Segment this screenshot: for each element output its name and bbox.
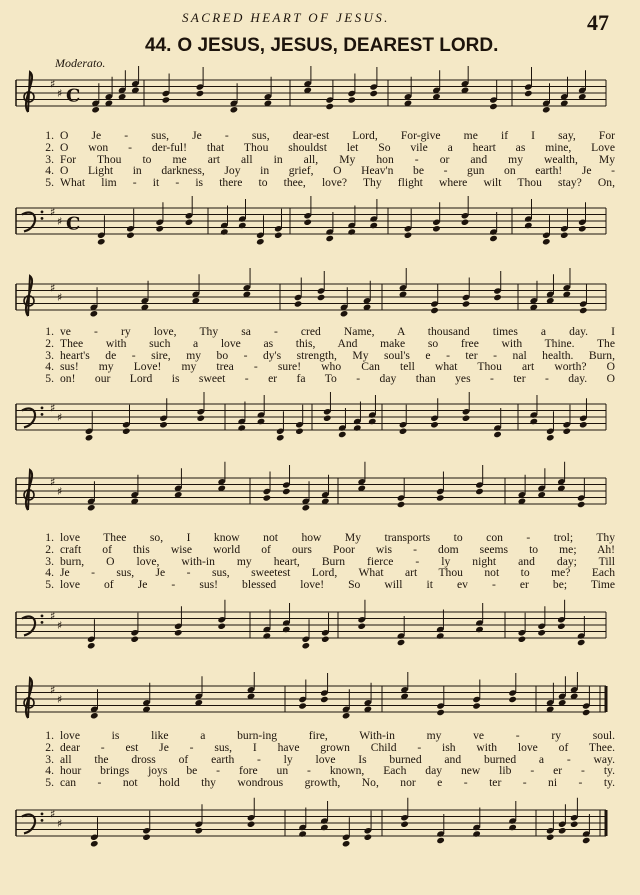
common-time-icon: C: [66, 213, 81, 235]
treble-staff-3: [0, 460, 640, 530]
verse-number: 2.: [45, 740, 54, 754]
verse-text: craft of this wise world of ours Poor wis - dom seems to me; Ah!: [60, 542, 615, 556]
note-head: [298, 830, 307, 837]
verse-text: hour brings joys be - fore un - known, Each day new lib - er - ty.: [60, 764, 615, 778]
note-head: [582, 837, 591, 844]
note-head: [217, 623, 226, 630]
hymn-title: O JESUS, JESUS, DEAREST LORD.: [177, 35, 499, 56]
verse-text: burn, O love, with-in my heart, Burn fierce - ly night and day; Till: [60, 554, 615, 568]
bass-clef-icon: [22, 409, 35, 428]
verse-text: What lim - it - is there to thee, love? Thy flight where wilt Thou stay? On,: [60, 176, 615, 190]
note-head: [347, 228, 356, 235]
sharp-icon: ♯: [50, 683, 56, 697]
bass-clef-icon: [22, 815, 35, 834]
note-head: [342, 712, 351, 719]
note-head: [237, 424, 246, 431]
music-system-1: [0, 58, 640, 248]
music-system-3: [0, 460, 640, 630]
note-head: [195, 827, 204, 834]
music-system-2: [0, 268, 640, 438]
note-head: [257, 418, 266, 425]
note-head: [400, 821, 409, 828]
bass-clef-icon: [41, 813, 44, 816]
note-head: [430, 307, 439, 314]
verse-number: 1.: [45, 531, 54, 544]
music-system-4: [0, 672, 640, 887]
sharp-icon: ♯: [50, 281, 56, 295]
page-number: 47: [587, 10, 609, 35]
verse-text: Je - sus, Je - sus, sweetest Lord, What art Thou not to me? Each: [60, 566, 615, 580]
running-title: SACRED HEART OF JESUS.: [182, 10, 390, 25]
verse-text: O Je - sus, Je - sus, dear-est Lord, For-give me if I say, For: [60, 129, 615, 142]
hymn-heading: [145, 35, 498, 57]
verse-line: [30, 338, 615, 350]
note-head: [197, 415, 206, 422]
note-head: [582, 709, 591, 716]
sharp-icon: ♯: [57, 693, 63, 706]
note-head: [537, 629, 546, 636]
verse-text: love is like a burn-ing fire, With-in my ve - ry soul.: [60, 729, 615, 742]
note-head: [557, 623, 566, 630]
note-head: [196, 90, 205, 97]
common-time-icon: C: [66, 85, 81, 107]
note-head: [320, 696, 329, 703]
verse-line: [30, 142, 615, 154]
note-head: [404, 232, 413, 239]
note-head: [321, 636, 330, 643]
note-head: [432, 225, 441, 232]
note-head: [397, 639, 406, 646]
note-head: [347, 96, 356, 103]
note-head: [430, 421, 439, 428]
sharp-icon: ♯: [57, 291, 63, 304]
note-head: [369, 222, 378, 229]
note-head: [256, 238, 265, 245]
note-head: [282, 488, 291, 495]
verse-text: ve - ry love, Thy sa - cred Name, A thousand times a day. I: [60, 325, 615, 338]
note-head: [87, 504, 96, 511]
note-head: [399, 428, 408, 435]
note-head: [274, 232, 283, 239]
note-head: [238, 222, 247, 229]
bass-clef-icon: [41, 615, 44, 618]
note-head: [353, 424, 362, 431]
note-head: [524, 222, 533, 229]
note-head: [317, 294, 326, 301]
verse-line: [30, 177, 615, 189]
verse-number: 4.: [45, 164, 54, 178]
verse-line: [30, 373, 615, 385]
note-head: [462, 300, 471, 307]
sharp-icon: ♯: [57, 485, 63, 498]
bass-clef-icon: [41, 217, 44, 220]
note-head: [90, 310, 99, 317]
bass-clef-icon: [22, 213, 35, 232]
verse-number: 3.: [45, 152, 54, 166]
note-head: [563, 428, 572, 435]
note-head: [530, 418, 539, 425]
note-head: [338, 431, 347, 438]
note-head: [263, 494, 272, 501]
hymn-number: 44.: [145, 35, 172, 56]
note-head: [295, 428, 304, 435]
note-head: [436, 632, 445, 639]
note-head: [436, 709, 445, 716]
bass-staff-3: [0, 598, 640, 658]
verse-number: 4.: [45, 360, 54, 374]
note-head: [357, 623, 366, 630]
note-head: [508, 824, 517, 831]
verse-line: [30, 544, 615, 556]
note-head: [570, 821, 579, 828]
verse-number: 1.: [45, 129, 54, 142]
note-head: [303, 219, 312, 226]
verse-line: [30, 777, 615, 789]
verse-number: 3.: [45, 554, 54, 568]
sharp-icon: ♯: [57, 215, 63, 228]
verse-number: 5.: [45, 776, 54, 790]
note-head: [397, 501, 406, 508]
note-head: [302, 504, 311, 511]
tempo-marking: Moderato.: [55, 56, 106, 70]
note-head: [461, 219, 470, 226]
note-head: [294, 300, 303, 307]
note-head: [87, 642, 96, 649]
note-head: [126, 232, 135, 239]
verse-number: 5.: [45, 372, 54, 386]
verse-line: [30, 742, 615, 754]
note-head: [578, 225, 587, 232]
note-head: [472, 702, 481, 709]
note-head: [298, 702, 307, 709]
verse-block-3: [30, 532, 615, 591]
verse-number: 4.: [45, 566, 54, 580]
sharp-icon: ♯: [50, 77, 56, 91]
note-head: [436, 837, 445, 844]
sharp-icon: ♯: [57, 87, 63, 100]
note-head: [162, 96, 171, 103]
note-head: [508, 696, 517, 703]
verse-number: 1.: [45, 325, 54, 338]
note-head: [577, 501, 586, 508]
bass-staff-2: [0, 392, 640, 442]
note-head: [122, 428, 131, 435]
note-head: [97, 238, 106, 245]
verse-text: O won - der-ful! that Thou shouldst let So vile a heart as mine, Love: [60, 140, 615, 154]
note-head: [472, 830, 481, 837]
sharp-icon: ♯: [50, 807, 56, 821]
verse-number: 5.: [45, 176, 54, 190]
note-head: [247, 821, 256, 828]
note-head: [475, 626, 484, 633]
bass-clef-icon: [41, 413, 44, 416]
verse-text: all the dross of earth - ly love Is burned and burned a - way.: [60, 752, 615, 766]
treble-staff-2: [0, 268, 640, 328]
note-head: [542, 106, 551, 113]
note-head: [276, 434, 285, 441]
note-head: [579, 421, 588, 428]
note-head: [323, 415, 332, 422]
sharp-icon: ♯: [50, 401, 56, 415]
note-head: [368, 418, 377, 425]
note-head: [340, 310, 349, 317]
treble-staff-1: [0, 66, 640, 136]
note-head: [142, 834, 151, 841]
note-head: [220, 228, 229, 235]
sharp-icon: ♯: [57, 817, 63, 830]
note-head: [524, 90, 533, 97]
verse-text: dear - est Je - sus, I have grown Child - ish with love of Thee.: [60, 740, 615, 754]
verse-text: love Thee so, I know not how My transports to con - trol; Thy: [60, 531, 615, 544]
note-head: [489, 235, 498, 242]
verse-text: heart's de - sire, my bo - dy's strength, My soul's e - ter - nal health. Burn,: [60, 348, 615, 362]
note-head: [325, 103, 334, 110]
verse-number: 5.: [45, 578, 54, 592]
sharp-icon: ♯: [50, 609, 56, 623]
note-head: [155, 225, 164, 232]
note-head: [90, 840, 99, 847]
note-head: [542, 238, 551, 245]
note-head: [493, 431, 502, 438]
bass-clef-icon: [41, 407, 44, 410]
bass-staff-4: [0, 796, 640, 856]
verse-number: 2.: [45, 140, 54, 154]
note-head: [546, 834, 555, 841]
note-head: [91, 106, 100, 113]
verse-number: 3.: [45, 752, 54, 766]
note-head: [436, 494, 445, 501]
sharp-icon: ♯: [57, 619, 63, 632]
note-head: [130, 636, 139, 643]
note-head: [230, 106, 239, 113]
bass-clef-icon: [41, 621, 44, 624]
note-head: [558, 827, 567, 834]
verse-text: on! our Lord is sweet - er fa To - day than yes - ter - day. O: [60, 372, 615, 386]
note-head: [302, 642, 311, 649]
note-head: [85, 434, 94, 441]
note-head: [282, 626, 291, 633]
note-head: [560, 232, 569, 239]
note-head: [159, 421, 168, 428]
sharp-icon: ♯: [57, 411, 63, 424]
verse-number: 2.: [45, 542, 54, 556]
note-head: [546, 434, 555, 441]
verse-block-4: [30, 730, 615, 789]
verse-block-1: [30, 130, 615, 189]
note-head: [342, 840, 351, 847]
verse-number: 4.: [45, 764, 54, 778]
note-head: [185, 219, 194, 226]
verse-text: love of Je - sus! blessed love! So will it ev - er be; Time: [60, 578, 615, 592]
verse-block-2: [30, 326, 615, 385]
treble-staff-4: [0, 672, 640, 732]
note-head: [325, 235, 334, 242]
bass-staff-1: [0, 196, 640, 246]
verse-text: can - not hold thy wondrous growth, No, nor e - ter - ni - ty.: [60, 776, 615, 790]
note-head: [364, 834, 373, 841]
verse-number: 1.: [45, 729, 54, 742]
note-head: [475, 488, 484, 495]
bass-clef-icon: [41, 211, 44, 214]
note-head: [174, 629, 183, 636]
verse-number: 3.: [45, 348, 54, 362]
bass-clef-icon: [22, 617, 35, 636]
note-head: [579, 307, 588, 314]
note-head: [577, 639, 586, 646]
note-head: [320, 824, 329, 831]
sharp-icon: ♯: [50, 205, 56, 219]
note-head: [518, 636, 527, 643]
verse-text: Thee with such a love as this, And make so free with Thine. The: [60, 336, 615, 350]
note-head: [369, 90, 378, 97]
note-head: [263, 632, 272, 639]
note-head: [90, 712, 99, 719]
sharp-icon: ♯: [50, 475, 56, 489]
bass-clef-icon: [41, 819, 44, 822]
note-head: [462, 415, 471, 422]
verse-number: 2.: [45, 336, 54, 350]
verse-text: sus! my Love! my trea - sure! who Can tell what Thou art worth? O: [60, 360, 615, 374]
verse-text: For Thou to me art all in all, My hon - or and my wealth, My: [60, 152, 615, 166]
verse-text: O Light in darkness, Joy in grief, O Heav'n be - gun on earth! Je -: [60, 164, 615, 178]
note-head: [493, 294, 502, 301]
verse-line: [30, 579, 615, 591]
note-head: [489, 103, 498, 110]
